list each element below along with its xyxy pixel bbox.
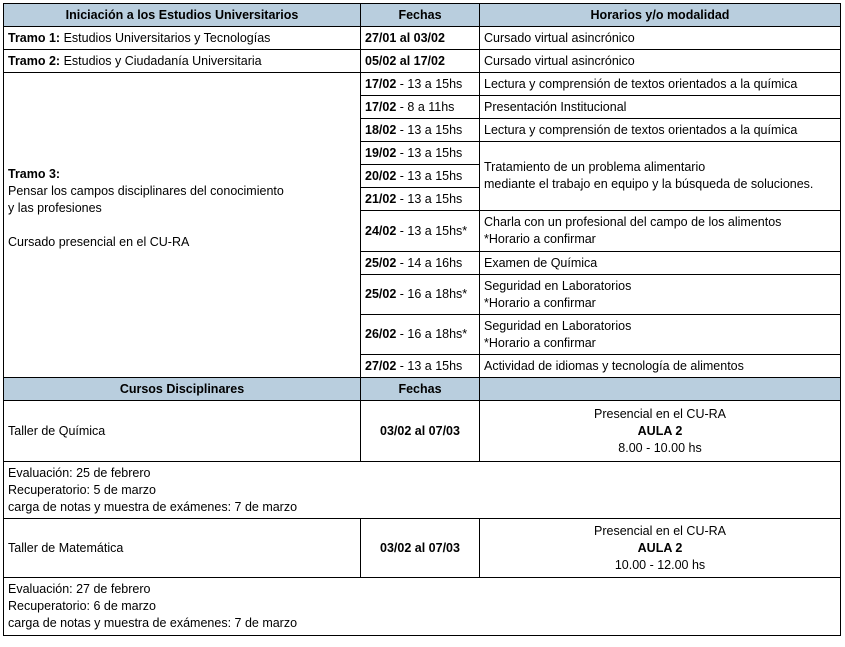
- time: - 14 a 16hs: [396, 255, 463, 270]
- matematica-modalidad: Presencial en el CU-RA: [594, 523, 726, 538]
- tramo3-fecha: [361, 73, 480, 96]
- tramo3-desc: Presentación Institucional: [480, 96, 841, 119]
- time: - 13 a 15hs: [396, 145, 463, 160]
- desc-line2: *Horario a confirmar: [484, 335, 596, 350]
- tramo3-fecha: [361, 119, 480, 142]
- tramo1-fecha: 27/01 al 03/02: [361, 27, 480, 50]
- date: 27/02: [365, 358, 397, 373]
- time: - 16 a 18hs*: [396, 287, 468, 301]
- matematica-horario: 10.00 - 12.00 hs: [614, 557, 706, 572]
- tramo3-label: Tramo 3:: [8, 166, 61, 181]
- time: - 16 a 18hs*: [396, 327, 468, 341]
- desc-line1: Charla con un profesional del campo de los alimentos: [484, 215, 782, 229]
- time: - 13 a 15hs*: [396, 223, 468, 238]
- date: 19/02: [365, 145, 397, 160]
- date: 24/02: [365, 223, 397, 238]
- tramo3-fecha: [361, 355, 480, 378]
- desc-line2: *Horario a confirmar: [484, 232, 596, 246]
- desc-line1: Seguridad en Laboratorios: [484, 318, 632, 333]
- time: - 13 a 15hs: [396, 168, 463, 183]
- tramo3-desc: [480, 211, 841, 252]
- header-row-iniciacion: [4, 4, 841, 27]
- matematica-aula: AULA 2: [637, 540, 683, 555]
- matematica-row: [4, 519, 841, 578]
- tramo3-line2: y las profesiones: [8, 200, 102, 215]
- header-cursos: Cursos Disciplinares: [4, 378, 361, 401]
- quimica-eval-row: [4, 462, 841, 519]
- tramo1-row: [4, 27, 841, 50]
- header-iniciacion: Iniciación a los Estudios Universitarios: [4, 4, 361, 27]
- matematica-eval-row: [4, 578, 841, 636]
- tramo3-cell: [4, 73, 361, 378]
- tramo3-fecha: [361, 142, 480, 165]
- time: - 13 a 15hs: [396, 358, 463, 373]
- quimica-horario: 8.00 - 10.00 hs: [618, 440, 702, 455]
- quimica-aula: AULA 2: [637, 423, 683, 438]
- tramo3-fecha: [361, 188, 480, 211]
- quimica-fecha: 03/02 al 07/03: [361, 401, 480, 462]
- tramo3-desc: [480, 275, 841, 315]
- desc-line1: Seguridad en Laboratorios: [484, 278, 632, 293]
- tramo1-label: Tramo 1:: [8, 30, 61, 45]
- quimica-eval: Evaluación: 25 de febrero: [8, 465, 151, 480]
- quimica-row: [4, 401, 841, 462]
- tramo3-line1: Pensar los campos disciplinares del conocimiento: [8, 183, 284, 198]
- header-horarios: Horarios y/o modalidad: [480, 4, 841, 27]
- matematica-fecha: 03/02 al 07/03: [361, 519, 480, 578]
- time: - 8 a 11hs: [396, 99, 455, 114]
- tramo2-row: [4, 50, 841, 73]
- desc-line2: mediante el trabajo en equipo y la búsqueda de soluciones.: [484, 177, 814, 191]
- date: 26/02: [365, 327, 397, 341]
- date: 20/02: [365, 168, 397, 183]
- tramo3-desc: Examen de Química: [480, 252, 841, 275]
- tramo1-modalidad: Cursado virtual asincrónico: [480, 27, 841, 50]
- time: - 13 a 15hs: [396, 122, 463, 137]
- tramo2-modalidad: Cursado virtual asincrónico: [480, 50, 841, 73]
- header-fechas-2: Fechas: [361, 378, 480, 401]
- tramo2-fecha: 05/02 al 17/02: [361, 50, 480, 73]
- tramo1-title: Estudios Universitarios y Tecnologías: [60, 30, 271, 45]
- tramo3-row: [4, 73, 841, 96]
- matematica-notas: carga de notas y muestra de exámenes: 7 de marzo: [8, 616, 298, 630]
- date: 17/02: [365, 76, 397, 91]
- desc-line2: *Horario a confirmar: [484, 295, 596, 310]
- tramo3-desc: [480, 315, 841, 355]
- quimica-modalidad: Presencial en el CU-RA: [594, 406, 726, 421]
- matematica-modalidad-cell: [480, 519, 841, 578]
- tramo1-cell: [4, 27, 361, 50]
- matematica-eval-cell: [4, 578, 841, 636]
- desc-line1: Tratamiento de un problema alimentario: [484, 160, 706, 174]
- date: 18/02: [365, 122, 397, 137]
- tramo3-desc-merged: [480, 142, 841, 211]
- quimica-recup: Recuperatorio: 5 de marzo: [8, 482, 156, 497]
- tramo2-label: Tramo 2:: [8, 53, 61, 68]
- tramo3-line3: Cursado presencial en el CU-RA: [8, 234, 190, 249]
- matematica-eval: Evaluación: 27 de febrero: [8, 582, 151, 596]
- tramo3-fecha: [361, 315, 480, 355]
- quimica-notas: carga de notas y muestra de exámenes: 7 de marzo: [8, 499, 298, 514]
- schedule-table: [3, 3, 841, 636]
- date: 21/02: [365, 191, 397, 206]
- time: - 13 a 15hs: [396, 191, 463, 206]
- date: 17/02: [365, 99, 397, 114]
- matematica-recup: Recuperatorio: 6 de marzo: [8, 599, 156, 613]
- quimica-eval-cell: [4, 462, 841, 519]
- tramo3-desc: Lectura y comprensión de textos orientados a la química: [480, 73, 841, 96]
- tramo3-fecha: [361, 211, 480, 252]
- tramo2-title: Estudios y Ciudadanía Universitaria: [60, 53, 262, 68]
- date: 25/02: [365, 255, 397, 270]
- tramo3-fecha: [361, 165, 480, 188]
- header-fechas: Fechas: [361, 4, 480, 27]
- header-row-cursos: [4, 378, 841, 401]
- tramo2-cell: [4, 50, 361, 73]
- tramo3-fecha: [361, 252, 480, 275]
- date: 25/02: [365, 287, 397, 301]
- time: - 13 a 15hs: [396, 76, 463, 91]
- tramo3-fecha: [361, 275, 480, 315]
- quimica-name: Taller de Química: [4, 401, 361, 462]
- tramo3-desc: Lectura y comprensión de textos orientados a la química: [480, 119, 841, 142]
- quimica-modalidad-cell: [480, 401, 841, 462]
- header-empty: [480, 378, 841, 401]
- tramo3-desc: Actividad de idiomas y tecnología de alimentos: [480, 355, 841, 378]
- matematica-name: Taller de Matemática: [4, 519, 361, 578]
- tramo3-fecha: [361, 96, 480, 119]
